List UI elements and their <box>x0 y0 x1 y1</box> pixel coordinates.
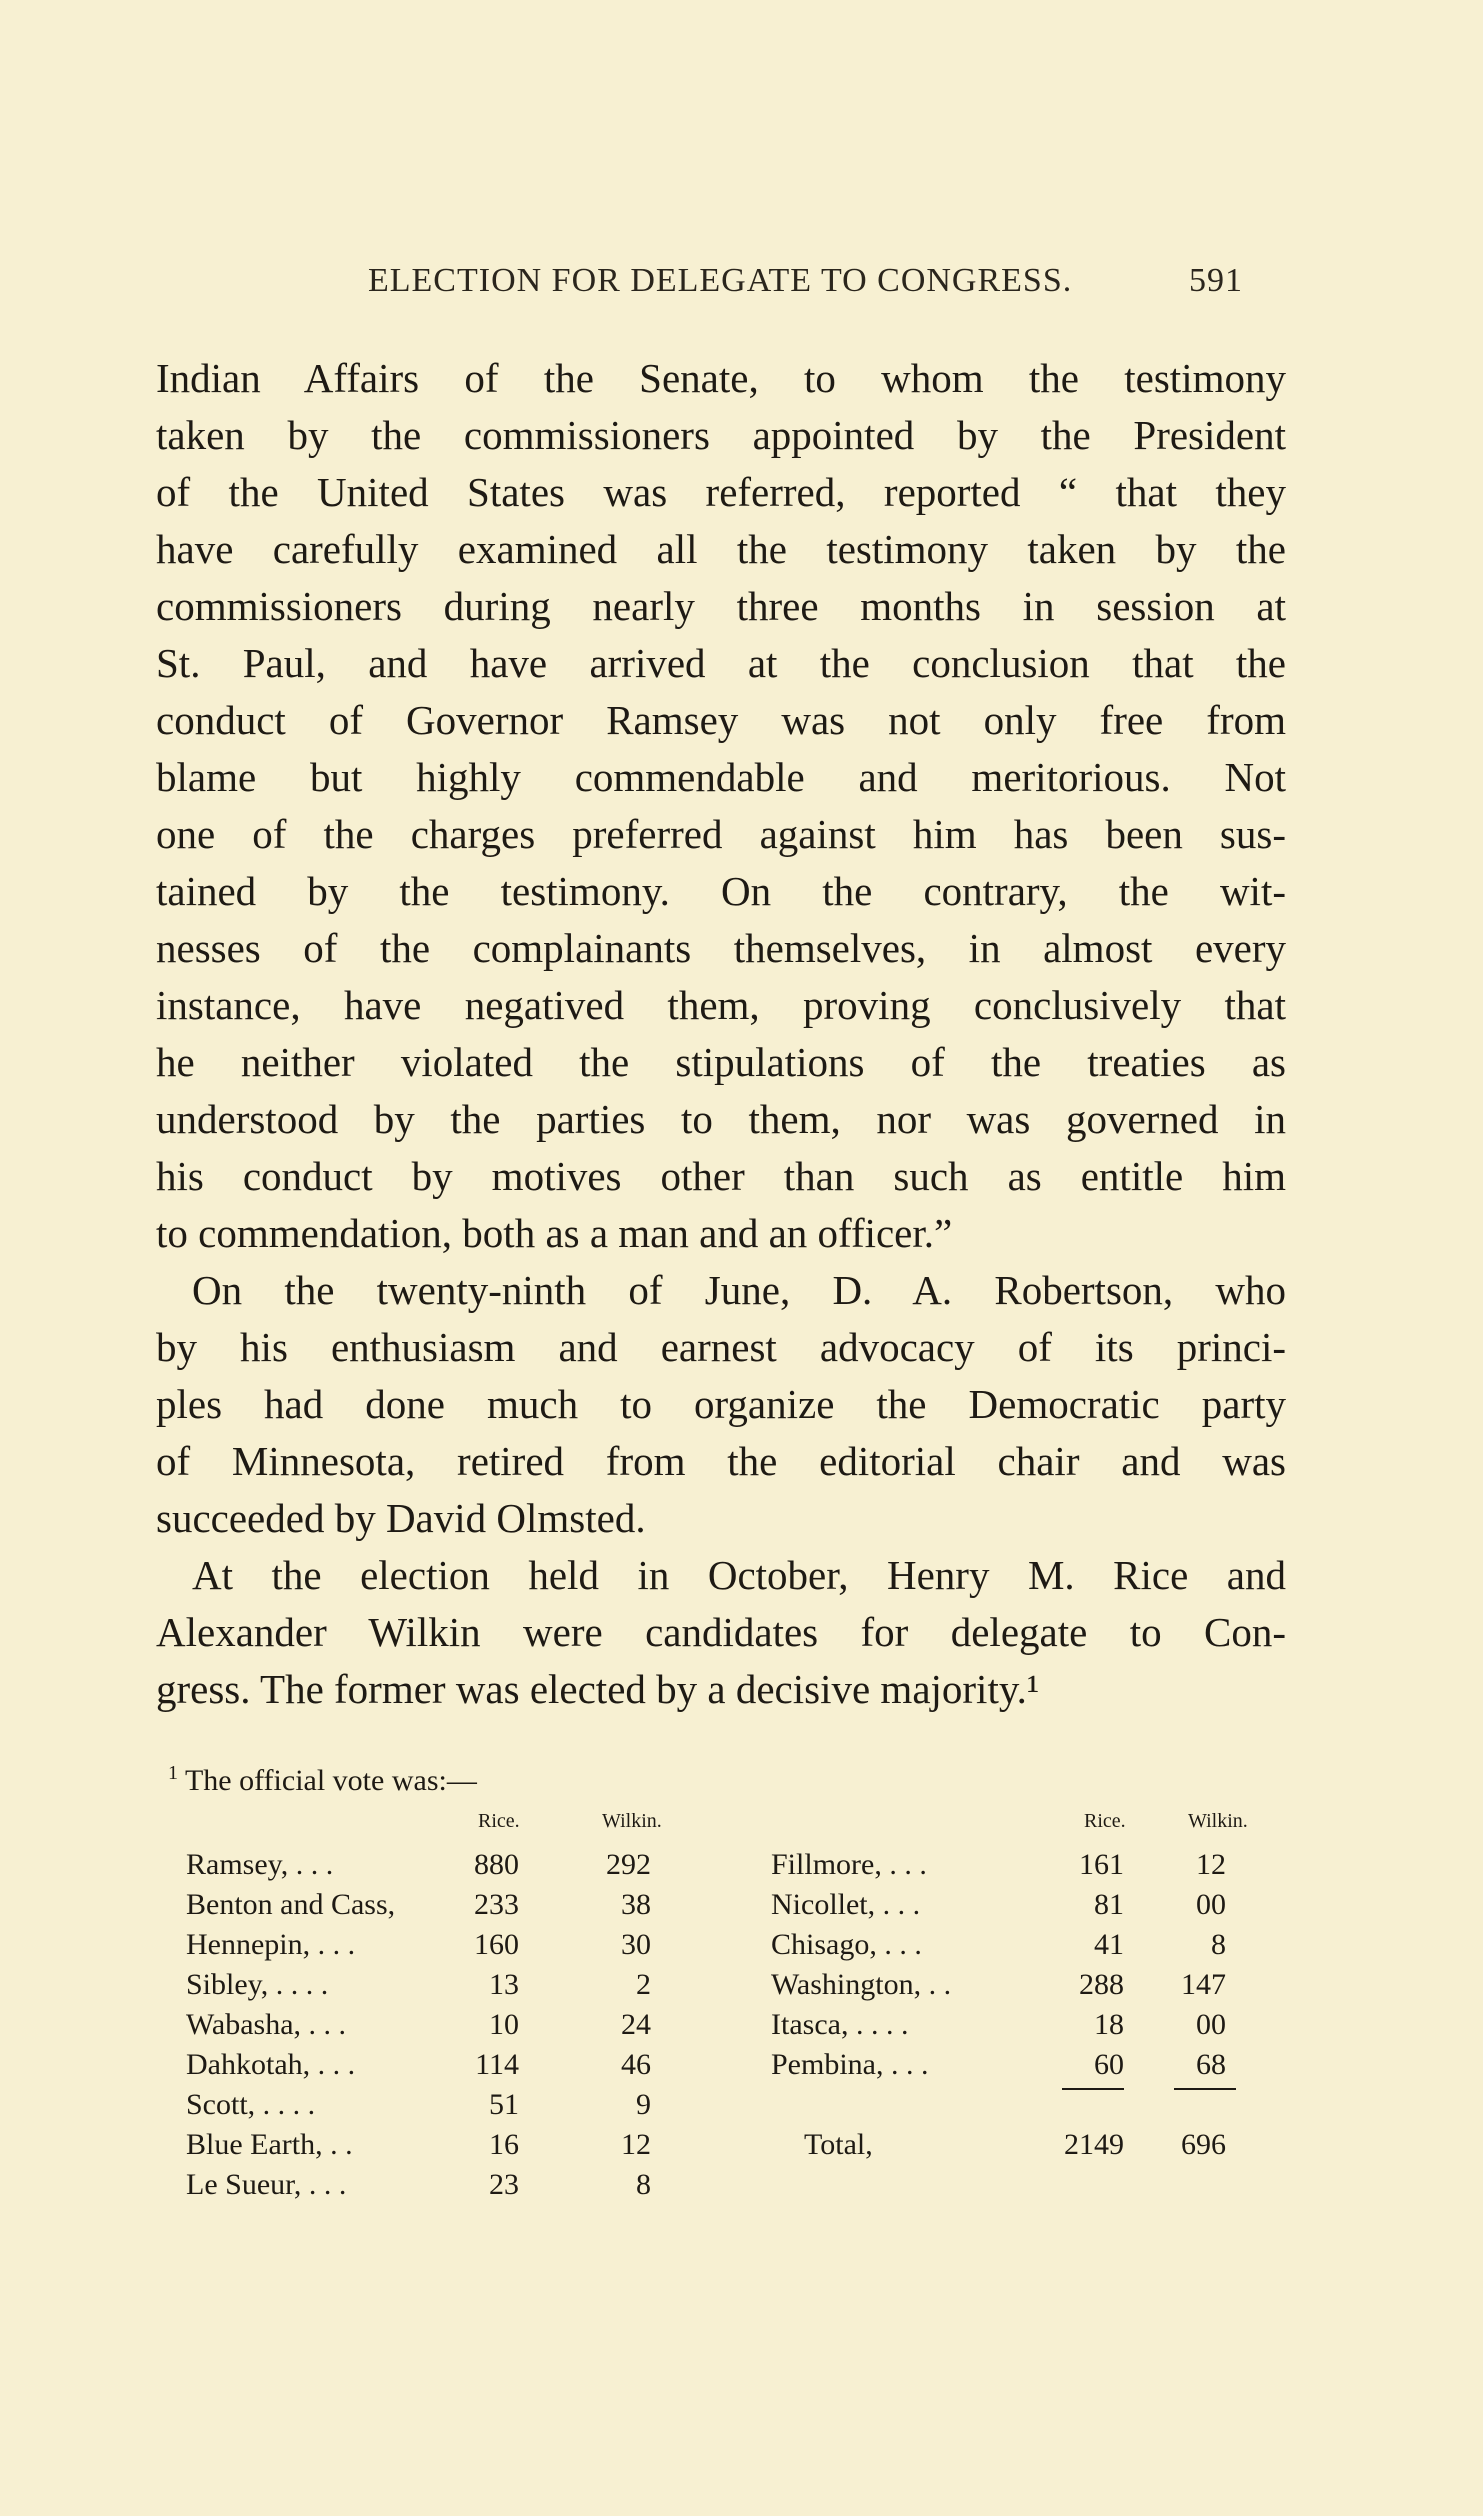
county-name: Blue Earth, . . <box>186 2128 353 2161</box>
table-row <box>156 1848 1286 1888</box>
total-rule-rice <box>1062 2088 1124 2090</box>
text-line: On the twenty-ninth of June, D. A. Robertson, who <box>192 1267 1286 1313</box>
text-line: by his enthusiasm and earnest advocacy of its princi- <box>156 1324 1286 1370</box>
text-line: tained by the testimony. On the contrary, the wit- <box>156 868 1286 914</box>
wilkin-votes: 147 <box>1181 1968 1226 2001</box>
table-row <box>156 1968 1286 2008</box>
county-name: Itasca, . . . . <box>771 2008 909 2041</box>
rice-votes: 160 <box>474 1928 519 1961</box>
rice-votes: 60 <box>1094 2048 1124 2081</box>
text-line: nesses of the complainants themselves, in almost every <box>156 925 1286 971</box>
wilkin-votes: 24 <box>621 2008 651 2041</box>
county-name: Chisago, . . . <box>771 1928 922 1961</box>
text-line: conduct of Governor Ramsey was not only free from <box>156 697 1286 743</box>
rice-votes: 16 <box>489 2128 519 2161</box>
text-line: instance, have negatived them, proving conclusively that <box>156 982 1286 1028</box>
page-number: 591 <box>1189 262 1243 299</box>
text-line: Indian Affairs of the Senate, to whom the testimony <box>156 355 1286 401</box>
text-line: Alexander Wilkin were candidates for delegate to Con- <box>156 1609 1286 1655</box>
county-name: Nicollet, . . . <box>771 1888 921 1921</box>
county-name: Pembina, . . . <box>771 2048 929 2081</box>
text-line: his conduct by motives other than such as entitle him <box>156 1153 1286 1199</box>
wilkin-votes: 9 <box>636 2088 651 2121</box>
column-header-rice-right: Rice. <box>1084 1810 1126 1832</box>
text-line: ples had done much to organize the Democratic party <box>156 1381 1286 1427</box>
text-line: of the United States was referred, reported “ that they <box>156 469 1286 515</box>
table-row <box>156 2048 1286 2088</box>
county-name: Ramsey, . . . <box>186 1848 334 1881</box>
rice-votes: 51 <box>489 2088 519 2121</box>
wilkin-votes: 68 <box>1196 2048 1226 2081</box>
text-line: gress. The former was elected by a decisive majority.¹ <box>156 1666 1040 1712</box>
text-line: At the election held in October, Henry M. Rice and <box>192 1552 1286 1598</box>
table-row <box>156 2168 1286 2208</box>
rice-votes: 10 <box>489 2008 519 2041</box>
body-text <box>156 350 1286 1718</box>
rice-votes: 23 <box>489 2168 519 2201</box>
rice-votes: 161 <box>1079 1848 1124 1881</box>
rice-votes: 233 <box>474 1888 519 1921</box>
text-line: to commendation, both as a man and an officer.” <box>156 1210 953 1256</box>
county-name: Scott, . . . . <box>186 2088 316 2121</box>
text-line: commissioners during nearly three months in session at <box>156 583 1286 629</box>
wilkin-votes: 8 <box>1211 1928 1226 1961</box>
table-row <box>156 1888 1286 1928</box>
county-name: Wabasha, . . . <box>186 2008 347 2041</box>
footnote-intro-text: The official vote was:— <box>184 1764 477 1797</box>
county-name: Hennepin, . . . <box>186 1928 356 1961</box>
running-head-title: ELECTION FOR DELEGATE TO CONGRESS. <box>368 262 1073 299</box>
rice-votes: 18 <box>1094 2008 1124 2041</box>
wilkin-votes: 12 <box>1196 1848 1226 1881</box>
total-rule-row <box>156 2088 1286 2128</box>
text-line: St. Paul, and have arrived at the conclusion that the <box>156 640 1286 686</box>
wilkin-votes: 30 <box>621 1928 651 1961</box>
total-label: Total, <box>804 2128 873 2161</box>
rice-votes: 13 <box>489 1968 519 2001</box>
wilkin-votes: 2 <box>636 1968 651 2001</box>
text-line: understood by the parties to them, nor was governed in <box>156 1096 1286 1142</box>
table-row <box>156 2008 1286 2048</box>
column-header-wilkin-right: Wilkin. <box>1188 1810 1248 1832</box>
county-name: Fillmore, . . . <box>771 1848 927 1881</box>
text-line: taken by the commissioners appointed by the President <box>156 412 1286 458</box>
text-line: of Minnesota, retired from the editorial chair and was <box>156 1438 1286 1484</box>
wilkin-votes: 38 <box>621 1888 651 1921</box>
county-name: Benton and Cass, <box>186 1888 396 1921</box>
rice-votes: 880 <box>474 1848 519 1881</box>
footnote-marker: 1 <box>168 1762 178 1784</box>
text-line: blame but highly commendable and meritorious. Not <box>156 754 1286 800</box>
table-row <box>156 1928 1286 1968</box>
column-header-wilkin-left: Wilkin. <box>602 1810 662 1832</box>
total-rule-wilkin <box>1174 2088 1236 2090</box>
text-line: he neither violated the stipulations of the treaties as <box>156 1039 1286 1085</box>
text-line: have carefully examined all the testimony taken by the <box>156 526 1286 572</box>
county-name: Washington, . . <box>771 1968 952 2001</box>
wilkin-votes: 292 <box>606 1848 651 1881</box>
wilkin-total: 696 <box>1181 2128 1226 2161</box>
rice-votes: 288 <box>1079 1968 1124 2001</box>
footnote-intro <box>168 1762 477 1798</box>
wilkin-votes: 00 <box>1196 1888 1226 1921</box>
county-name: Sibley, . . . . <box>186 1968 329 2001</box>
total-row <box>156 2128 1286 2168</box>
rice-votes: 41 <box>1094 1928 1124 1961</box>
county-name: Dahkotah, . . . <box>186 2048 356 2081</box>
text-line: succeeded by David Olmsted. <box>156 1495 646 1541</box>
column-header-rice-left: Rice. <box>478 1810 520 1832</box>
wilkin-votes: 8 <box>636 2168 651 2201</box>
wilkin-votes: 46 <box>621 2048 651 2081</box>
wilkin-votes: 12 <box>621 2128 651 2161</box>
county-name: Le Sueur, . . . <box>186 2168 347 2201</box>
rice-votes: 81 <box>1094 1888 1124 1921</box>
text-line: one of the charges preferred against him has been sus- <box>156 811 1286 857</box>
rice-total: 2149 <box>1064 2128 1124 2161</box>
wilkin-votes: 00 <box>1196 2008 1226 2041</box>
rice-votes: 114 <box>475 2048 519 2081</box>
